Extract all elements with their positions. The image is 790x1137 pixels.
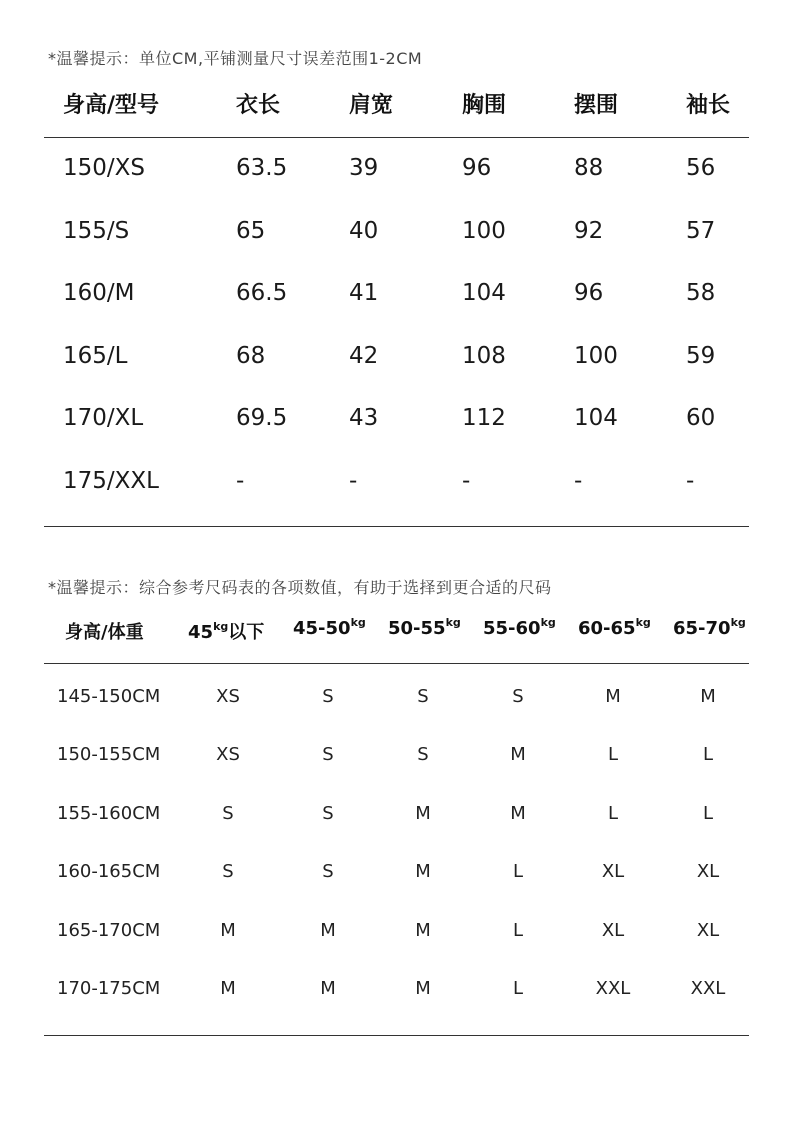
table-cell: - bbox=[574, 468, 583, 494]
header-sleeve: 袖长 bbox=[686, 93, 731, 118]
header-chest: 胸围 bbox=[462, 93, 507, 118]
table-cell: - bbox=[349, 468, 358, 494]
table-cell: 40 bbox=[349, 218, 379, 244]
table-cell: 88 bbox=[574, 155, 604, 181]
table-cell: M bbox=[320, 978, 336, 999]
table-cell: L bbox=[512, 920, 524, 941]
size-chart-2-note: *温馨提示：综合参考尺码表的各项数值，有助于选择到更合适的尺码 bbox=[48, 578, 552, 597]
table-cell: XL bbox=[696, 861, 720, 882]
table-cell: L bbox=[607, 744, 619, 765]
table-cell: 108 bbox=[462, 343, 506, 369]
row-size-label: 160/M bbox=[63, 280, 135, 306]
row-size-label: 175/XXL bbox=[63, 468, 159, 494]
header-height-model: 身高/型号 bbox=[63, 93, 160, 118]
table-cell: 112 bbox=[462, 405, 506, 431]
row-height-range: 165-170CM bbox=[57, 920, 161, 941]
table-cell: M bbox=[415, 861, 431, 882]
header-label: 50-55 bbox=[388, 618, 446, 639]
header-label: 55-60 bbox=[483, 618, 541, 639]
header-weight-range bbox=[293, 618, 366, 639]
size-chart-1-note: *温馨提示：单位CM,平铺测量尺寸误差范围1-2CM bbox=[48, 49, 423, 68]
row-height-range: 150-155CM bbox=[57, 744, 161, 765]
table-cell: 69.5 bbox=[236, 405, 288, 431]
table-cell: L bbox=[702, 803, 714, 824]
table-1-bottom-divider bbox=[44, 526, 749, 527]
row-size-label: 165/L bbox=[63, 343, 128, 369]
table-cell: M bbox=[415, 803, 431, 824]
unit-superscript: kg bbox=[445, 616, 461, 629]
unit-superscript: kg bbox=[213, 620, 229, 633]
table-cell: S bbox=[322, 744, 334, 765]
table-cell: M bbox=[415, 920, 431, 941]
table-cell: 96 bbox=[462, 155, 492, 181]
unit-superscript: kg bbox=[730, 616, 746, 629]
table-cell: XS bbox=[216, 744, 240, 765]
table-cell: S bbox=[322, 686, 334, 707]
table-2-bottom-divider bbox=[44, 1035, 749, 1036]
table-cell: S bbox=[222, 861, 234, 882]
table-cell: 65 bbox=[236, 218, 266, 244]
table-cell: 57 bbox=[686, 218, 716, 244]
table-cell: 59 bbox=[686, 343, 716, 369]
header-suffix: 以下 bbox=[228, 622, 265, 643]
table-cell: S bbox=[322, 803, 334, 824]
row-height-range: 170-175CM bbox=[57, 978, 161, 999]
table-cell: 58 bbox=[686, 280, 716, 306]
header-length: 衣长 bbox=[236, 93, 281, 118]
table-cell: XXL bbox=[690, 978, 726, 999]
table-cell: S bbox=[417, 686, 429, 707]
table-cell: 104 bbox=[574, 405, 618, 431]
header-label: 45 bbox=[188, 622, 214, 643]
row-size-label: 170/XL bbox=[63, 405, 144, 431]
table-cell: S bbox=[322, 861, 334, 882]
header-label: 身高/体重 bbox=[65, 622, 144, 643]
table-cell: M bbox=[510, 744, 526, 765]
header-shoulder: 肩宽 bbox=[349, 93, 394, 118]
unit-superscript: kg bbox=[635, 616, 651, 629]
table-cell: - bbox=[686, 468, 695, 494]
table-cell: XL bbox=[601, 920, 625, 941]
table-cell: M bbox=[320, 920, 336, 941]
table-cell: 39 bbox=[349, 155, 379, 181]
table-cell: - bbox=[236, 468, 245, 494]
table-cell: XS bbox=[216, 686, 240, 707]
table-cell: XL bbox=[696, 920, 720, 941]
table-cell: 63.5 bbox=[236, 155, 288, 181]
header-label: 60-65 bbox=[578, 618, 636, 639]
header-weight-range bbox=[578, 618, 651, 639]
table-cell: L bbox=[512, 978, 524, 999]
table-cell: 56 bbox=[686, 155, 716, 181]
row-size-label: 150/XS bbox=[63, 155, 146, 181]
table-cell: L bbox=[512, 861, 524, 882]
header-height-weight bbox=[65, 618, 144, 644]
header-hem: 摆围 bbox=[574, 93, 619, 118]
table-cell: M bbox=[220, 920, 236, 941]
header-weight-range bbox=[188, 618, 264, 644]
table-cell: 96 bbox=[574, 280, 604, 306]
table-cell: 92 bbox=[574, 218, 604, 244]
row-height-range: 160-165CM bbox=[57, 861, 161, 882]
row-size-label: 155/S bbox=[63, 218, 130, 244]
header-label: 45-50 bbox=[293, 618, 351, 639]
table-cell: M bbox=[605, 686, 621, 707]
header-weight-range bbox=[388, 618, 461, 639]
header-weight-range bbox=[483, 618, 556, 639]
table-cell: S bbox=[417, 744, 429, 765]
table-cell: M bbox=[700, 686, 716, 707]
header-label: 65-70 bbox=[673, 618, 731, 639]
table-cell: M bbox=[220, 978, 236, 999]
row-height-range: 155-160CM bbox=[57, 803, 161, 824]
table-cell: S bbox=[222, 803, 234, 824]
table-cell: L bbox=[607, 803, 619, 824]
table-cell: 100 bbox=[462, 218, 506, 244]
table-cell: XXL bbox=[595, 978, 631, 999]
table-cell: 43 bbox=[349, 405, 379, 431]
table-cell: 60 bbox=[686, 405, 716, 431]
unit-superscript: kg bbox=[350, 616, 366, 629]
table-cell: 42 bbox=[349, 343, 379, 369]
table-cell: M bbox=[415, 978, 431, 999]
row-height-range: 145-150CM bbox=[57, 686, 161, 707]
table-1-header-divider bbox=[44, 137, 749, 138]
table-cell: L bbox=[702, 744, 714, 765]
table-cell: 68 bbox=[236, 343, 266, 369]
header-weight-range bbox=[673, 618, 746, 639]
table-cell: - bbox=[462, 468, 471, 494]
table-cell: M bbox=[510, 803, 526, 824]
table-cell: 104 bbox=[462, 280, 506, 306]
table-cell: 66.5 bbox=[236, 280, 288, 306]
table-cell: S bbox=[512, 686, 524, 707]
table-cell: XL bbox=[601, 861, 625, 882]
table-2-header-divider bbox=[44, 663, 749, 664]
table-cell: 100 bbox=[574, 343, 618, 369]
unit-superscript: kg bbox=[540, 616, 556, 629]
table-cell: 41 bbox=[349, 280, 379, 306]
